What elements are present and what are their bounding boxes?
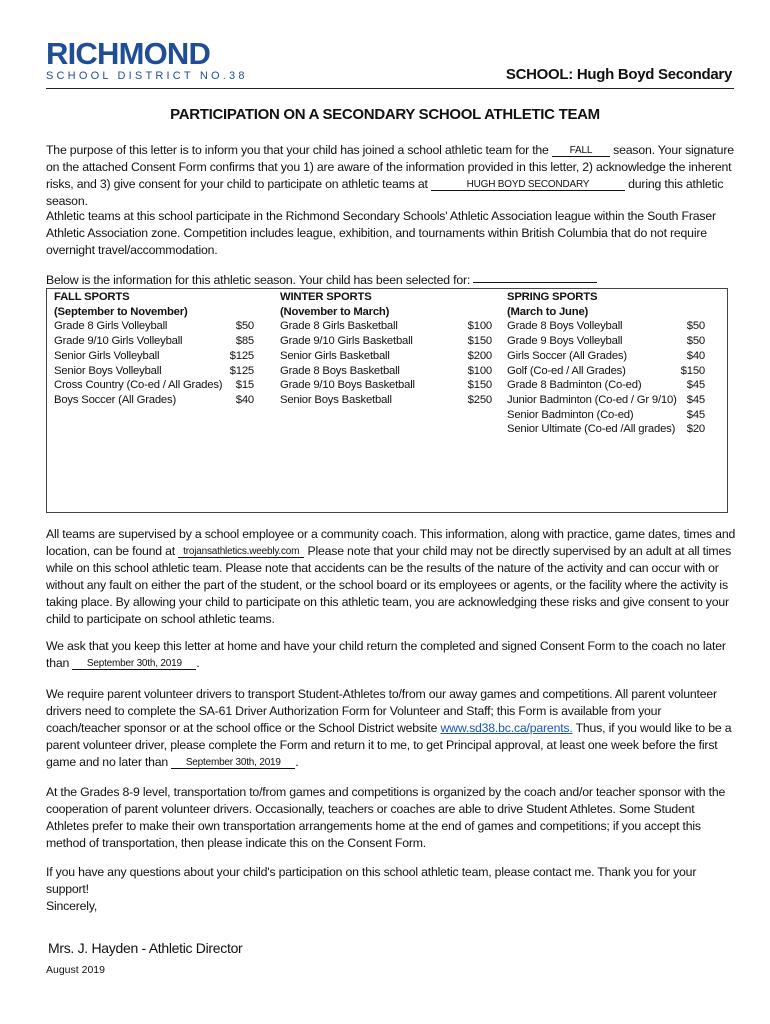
website-field[interactable]: trojansathletics.weebly.com	[178, 546, 304, 558]
sport-name: Golf (Co-ed / All Grades)	[507, 364, 626, 377]
sport-row	[280, 393, 492, 408]
drivers-period: .	[295, 755, 299, 769]
sport-fee: $50	[686, 335, 705, 348]
logo-subtitle: SCHOOL DISTRICT NO.38	[46, 70, 248, 82]
sport-row	[280, 349, 492, 364]
sport-row	[54, 393, 254, 408]
sport-fee: $20	[686, 423, 705, 436]
sport-row	[507, 408, 705, 423]
closing: Sincerely,	[46, 899, 98, 913]
sport-row	[54, 334, 254, 349]
logo-wordmark: RICHMOND	[46, 36, 211, 71]
selected-team-field[interactable]	[473, 282, 597, 283]
sport-fee: $125	[229, 349, 254, 362]
school-field[interactable]: HUGH BOYD SECONDARY	[431, 179, 625, 191]
fall-sports-period: (September to November)	[54, 305, 188, 318]
sport-fee: $15	[235, 379, 254, 392]
sport-name: Senior Girls Volleyball	[54, 349, 160, 362]
sport-row	[280, 319, 492, 334]
sport-fee: $45	[686, 379, 705, 392]
association-paragraph: Athletic teams at this school participate in the Richmond Secondary Schools' Athletic Association league within the South Fraser Athletic Association zone. Competition includes league, exhibition, and tournaments within British Columbia that do not require overnight travel/accommodation.	[46, 209, 716, 257]
spring-sports-column	[507, 290, 705, 437]
sport-fee: $85	[235, 335, 254, 348]
sport-name: Junior Badminton (Co-ed / Gr 9/10)	[507, 393, 677, 406]
driver-deadline-field[interactable]: September 30th, 2019	[171, 757, 295, 769]
supervision-text-1: All teams are supervised by a school employee or a community coach. This information, along with practice, game dates, times and location, can be found at	[46, 527, 736, 558]
sport-row	[507, 319, 705, 334]
sport-name: Grade 8 Boys Basketball	[280, 364, 400, 377]
sport-name: Grade 9 Boys Volleyball	[507, 335, 623, 348]
selected-paragraph	[46, 272, 736, 289]
questions-paragraph: If you have any questions about your child's participation on this school athletic team, please contact me. Thank you for your support!	[46, 865, 697, 896]
sport-fee: $150	[467, 335, 492, 348]
sport-row	[507, 334, 705, 349]
sport-name: Grade 9/10 Boys Basketball	[280, 379, 415, 392]
sport-fee: $40	[235, 393, 254, 406]
keep-letter-paragraph	[46, 638, 736, 672]
district-website-link[interactable]: www.sd38.bc.ca/parents.	[440, 721, 573, 735]
sport-name: Senior Boys Basketball	[280, 393, 392, 406]
sport-name: Girls Soccer (All Grades)	[507, 349, 627, 362]
supervision-text-2: Please note that your child may not be directly supervised by an adult at all times while on this school athletic team. Please note that accidents can be the results of the nature of the activity and can occur with or without any fault on either the part of the student, or the school board or its employees or agents, or the facility where the activity is taking place. By allowing your child to participate on this athletic team, you are acknowledging these risks and give consent to your child to participate on school athletic teams.	[46, 544, 732, 626]
sport-fee: $150	[467, 379, 492, 392]
sport-name: Grade 9/10 Girls Basketball	[280, 335, 413, 348]
intro-paragraph	[46, 142, 736, 210]
signature: Mrs. J. Hayden - Athletic Director	[48, 940, 243, 956]
keep-letter-text: We ask that you keep this letter at home and have your child return the completed and signed Consent Form to the coach no later than	[46, 639, 726, 670]
header-divider	[46, 88, 734, 89]
grades-paragraph: At the Grades 8-9 level, transportation to/from games and competitions is organized by the coach and/or teacher sponsor with the cooperation of parent volunteer drivers. Occasionally, teachers or coaches are able to drive Student Athletes. Some Student Athletes prefer to make their own transportation arrangements home at the end of games and competitions; if you accept this method of transportation, then please indicate this on the Consent Form.	[46, 785, 726, 850]
sport-name: Grade 9/10 Girls Volleyball	[54, 335, 183, 348]
sports-table	[46, 288, 728, 513]
sport-fee: $40	[686, 349, 705, 362]
sport-fee: $200	[467, 349, 492, 362]
supervision-paragraph	[46, 526, 736, 628]
sport-name: Grade 8 Boys Volleyball	[507, 320, 623, 333]
sport-name: Grade 8 Badminton (Co-ed)	[507, 379, 642, 392]
sport-row	[507, 393, 705, 408]
page-title: PARTICIPATION ON A SECONDARY SCHOOL ATHLETIC TEAM	[170, 106, 600, 123]
deadline-date-field[interactable]: September 30th, 2019	[72, 658, 196, 670]
fall-sports-title: FALL SPORTS	[54, 291, 130, 303]
letter-date: August 2019	[46, 964, 105, 976]
sport-fee: $250	[467, 393, 492, 406]
sport-row	[54, 319, 254, 334]
sport-row	[54, 349, 254, 364]
selected-text: Below is the information for this athletic season. Your child has been selected for:	[46, 273, 471, 287]
keep-letter-period: .	[196, 656, 200, 670]
spring-sports-title: SPRING SPORTS	[507, 291, 598, 303]
winter-sports-title: WINTER SPORTS	[280, 291, 372, 303]
sport-fee: $100	[467, 364, 492, 377]
sport-row	[507, 349, 705, 364]
intro-text-3: during this athletic season.	[46, 177, 724, 208]
sport-fee: $45	[686, 393, 705, 406]
sport-name: Senior Badminton (Co-ed)	[507, 408, 634, 421]
sport-row	[280, 364, 492, 379]
sport-name: Senior Ultimate (Co-ed /All grades)	[507, 423, 676, 436]
district-logo	[46, 38, 248, 83]
sport-row	[280, 334, 492, 349]
sport-row	[507, 364, 705, 379]
sport-fee: $50	[686, 320, 705, 333]
sport-name: Senior Girls Basketball	[280, 349, 390, 362]
sport-fee: $100	[467, 320, 492, 333]
sport-row	[507, 422, 705, 437]
winter-sports-period: (November to March)	[280, 305, 390, 318]
fall-sports-column	[54, 290, 254, 408]
drivers-paragraph	[46, 686, 736, 771]
sport-fee: $50	[235, 320, 254, 333]
school-name: SCHOOL: Hugh Boyd Secondary	[505, 66, 732, 83]
sport-name: Senior Boys Volleyball	[54, 364, 162, 377]
season-field[interactable]: FALL	[552, 145, 610, 157]
sport-fee: $125	[229, 364, 254, 377]
sport-row	[507, 378, 705, 393]
sport-row	[54, 378, 254, 393]
drivers-text-2: Thus, if you would like to be a parent volunteer driver, please complete the Form and return it to me, to get Principal approval, at least one week before the first game and no later than	[46, 721, 732, 769]
spring-sports-period: (March to June)	[507, 305, 589, 318]
sport-name: Boys Soccer (All Grades)	[54, 393, 177, 406]
intro-text-2: season. Your signature on the attached Consent Form confirms that you 1) are aware of the information provided in this letter, 2) acknowledge the inherent risks, and 3) give consent for your child to participate on athletic teams at	[46, 143, 734, 191]
sport-name: Grade 8 Girls Volleyball	[54, 320, 168, 333]
sport-fee: $45	[686, 408, 705, 421]
sport-fee: $150	[680, 364, 705, 377]
sport-name: Grade 8 Girls Basketball	[280, 320, 398, 333]
sport-row	[54, 364, 254, 379]
intro-text-1: The purpose of this letter is to inform you that your child has joined a school athletic team for the	[46, 143, 549, 157]
sport-name: Cross Country (Co-ed / All Grades)	[54, 379, 223, 392]
sport-row	[280, 378, 492, 393]
winter-sports-column	[280, 290, 492, 408]
drivers-text-1: We require parent volunteer drivers to transport Student-Athletes to/from our away games and competitions. All parent volunteer drivers need to complete the SA-61 Driver Authorization Form for Volunteer and Staff; this Form is available from your coach/teacher sponsor or at the school office or the School District website	[46, 687, 717, 735]
